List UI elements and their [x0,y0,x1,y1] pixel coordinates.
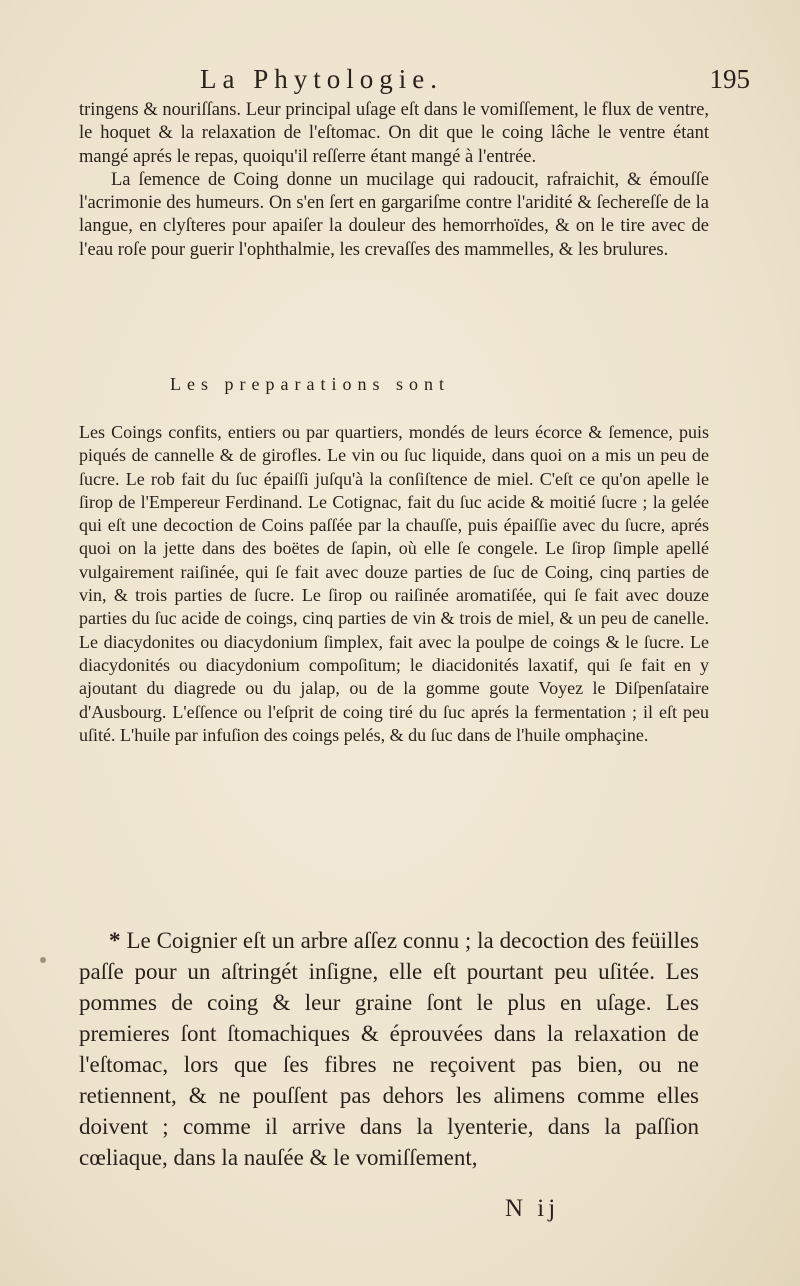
footnote-marker: * [109,928,121,953]
footnote-text: Le Coignier eſt un arbre aſſez connu ; la decoction des feüilles paſſe pour un aſtringét inſigne, elle eſt pourtant peu uſitée. Les pommes de coing & leur graine ſont le plus en uſage. Les premieres ſont ſtomachiques & éprouvées dans la relaxation de l'eſtomac, lors que ſes fibres ne reçoivent pas bien, ou ne retiennent, & ne pouſſent pas dehors les alimens comme elles doivent ; comme il arrive dans la lyenterie, dans la paſſion cœliaque, dans la nauſée & le vomiſſement, [79,928,699,1170]
section-heading: Les preparations sont [170,374,450,394]
running-title: La Phytologie. [200,64,443,94]
paragraph-uses: tringens & nouriſſans. Leur principal uſage eſt dans le vomiſſement, le flux de ventre, le hoquet & la relaxation de l'eſtomac. On dit que le coing lâche le ventre étant mangé aprés le repas, quoiqu'il reſſerre étant mangé à l'entrée. [79,100,709,167]
page-number: 195 [709,64,750,94]
ink-blot-icon [38,955,48,965]
preparations-paragraph: Les Coings confits, entiers ou par quartiers, mondés de leurs écorce & ſemence, puis piqués de cannelle & de girofles. Le vin ou ſuc liquide, dans quoi on a mis un peu de ſucre. Le rob fait du ſuc épaiſſi juſqu'à la conſiſtence de miel. C'eſt ce qu'on apelle le ſirop de l'Empereur Ferdinand. Le Cotignac, fait du ſuc acide & moitié ſucre ; la gelée qui eſt une decoction de Coins paſſée par la chauſſe, puis épaiſſie avec du ſucre, aprés quoi on la jette dans des boëtes de ſapin, où elle ſe congele. Le ſirop ſimple apellé vulgairement raiſinée, qui ſe fait avec douze parties de ſuc de Coing, cinq parties de vin, & trois parties de ſucre. Le ſirop ou raiſinée aromatiſée, qui ſe fait avec douze parties du ſuc acide de coings, cinq parties de vin & trois de miel, & un peu de canelle. Le diacydonites ou diacydonium ſimplex, fait avec la poulpe de coings & le ſucre. Le diacydonités ou diacydonium compoſitum; le diacidonités laxatif, qui ſe fait en y ajoutant du diagrede ou du jalap, ou de la gomme goute Voyez le Diſpenſataire d'Ausbourg. L'eſſence ou l'eſprit de coing tiré du ſuc aprés la fermentation ; il eſt peu uſité. L'huile par infuſion des coings pelés, & du ſuc dans de l'huile omphaçine. [79,422,709,745]
footnote-paragraph [79,925,699,1173]
main-text [79,99,709,262]
paragraph-seed: La ſemence de Coing donne un mucilage qui radoucit, rafraichit, & émouſſe l'acrimonie des humeurs. On s'en ſert en gargariſme contre l'aridité & ſechereſſe de la langue, en clyſteres pour apaiſer la douleur des hemorrhoïdes, & on le tire avec de l'eau roſe pour guerir l'ophthalmie, les crevaſſes des mammelles, & les brulures. [79,169,709,260]
footnote [79,925,699,1173]
preparations-text [79,421,709,747]
page-header [80,64,750,104]
signature-mark: N ij [505,1195,560,1222]
